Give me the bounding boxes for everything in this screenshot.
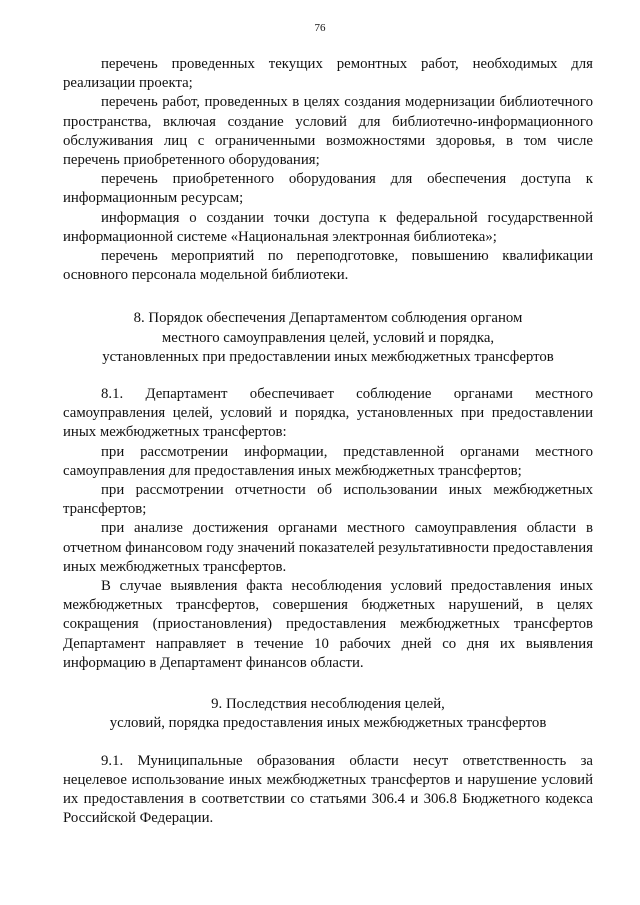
heading-line: местного самоуправления целей, условий и порядка, [161,329,495,346]
section-8-heading [63,309,593,367]
paragraph: при анализе достижения органами местного самоуправления области в отчетном финансовом году значений показателей результативности предоставления иных межбюджетных трансфертов. [63,520,593,575]
paragraph: при рассмотрении отчетности об использовании иных межбюджетных трансфертов; [63,482,593,518]
page-number: 76 [314,22,326,34]
heading-line: 9. Последствия несоблюдения целей, [211,696,445,713]
paragraph: перечень проведенных текущих ремонтных работ, необходимых для реализации проекта; [63,56,593,92]
paragraph: перечень работ, проведенных в целях создания модернизации библиотечного пространства, включая создание условий для библиотечно-информационного обслуживания лиц с ограниченными возможностями здоровья, в том числе перечень приобретенного оборудования; [63,94,593,169]
document-body [63,55,593,828]
paragraph: 8.1. Департамент обеспечивает соблюдение органами местного самоуправления целей, условий и порядка, установленных при предоставлении иных межбюджетных трансфертов: [63,386,593,441]
heading-line: 8. Порядок обеспечения Департаментом соблюдения органом [133,310,523,327]
paragraph: информация о создании точки доступа к федеральной государственной информационной системе «Национальная электронная библиотека»; [63,209,593,245]
paragraph: перечень мероприятий по переподготовке, повышению квалификации основного персонала модельной библиотеки. [63,248,593,284]
heading-line: условий, порядка предоставления иных межбюджетных трансфертов [109,715,547,732]
section-9-heading [63,695,593,733]
heading-line: установленных при предоставлении иных межбюджетных трансфертов [102,348,554,365]
paragraph: перечень приобретенного оборудования для обеспечения доступа к информационным ресурсам; [63,171,593,207]
paragraph: при рассмотрении информации, представленной органами местного самоуправления для предоставления иных межбюджетных трансфертов; [63,443,593,479]
paragraph: В случае выявления факта несоблюдения условий предоставления иных межбюджетных трансфертов, совершения бюджетных нарушений, в целях сокращения (приостановления) предоставления межбюджетных трансфертов Департамент направляет в течение 10 рабочих дней со дня их выявления информацию в Департамент финансов области. [63,578,593,671]
paragraph: 9.1. Муниципальные образования области несут ответственность за нецелевое использование иных межбюджетных трансфертов и нарушение условий их предоставления в соответствии со статьями 306.4 и 306.8 Бюджетного кодекса Российской Федерации. [63,752,593,827]
